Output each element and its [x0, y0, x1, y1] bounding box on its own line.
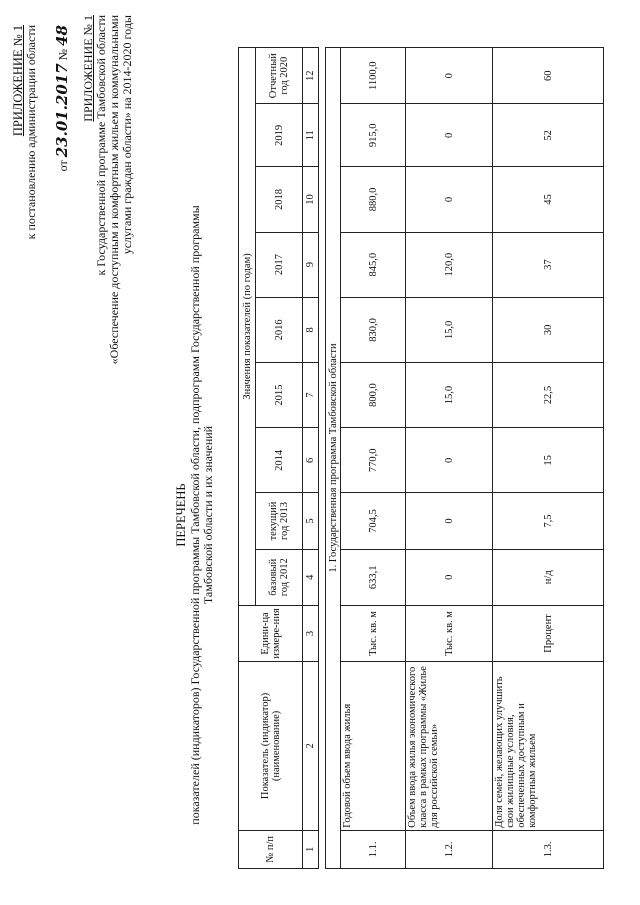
spacer-row	[319, 48, 326, 869]
header-year: 2015	[256, 362, 303, 427]
column-number: 12	[303, 48, 319, 104]
indicators-table	[238, 47, 604, 869]
column-number: 10	[303, 167, 319, 232]
row-unit: Тыс. кв. м	[341, 605, 406, 661]
header-current-year: текущий год 2013	[256, 493, 303, 549]
appendix-2-line-3: услугами граждан области» на 2014-2020 годы	[120, 15, 134, 255]
row-value: н/д	[493, 549, 604, 605]
column-number: 7	[303, 362, 319, 427]
header-row-1	[239, 48, 256, 869]
row-value: 800,0	[341, 362, 406, 427]
row-value: 770,0	[341, 428, 406, 493]
table-row	[406, 48, 493, 869]
row-value: 15,0	[406, 297, 493, 362]
row-value: 845,0	[341, 232, 406, 297]
appendix-2-title: ПРИЛОЖЕНИЕ № 1	[81, 15, 95, 122]
row-value: 52	[493, 104, 604, 167]
row-value: 30	[493, 297, 604, 362]
column-number-row	[303, 48, 319, 869]
row-value: 7,5	[493, 493, 604, 549]
column-number: 8	[303, 297, 319, 362]
date-number-line	[53, 25, 71, 172]
row-value: 1100,0	[341, 48, 406, 104]
row-indicator: Годовой объем ввода жилья	[341, 662, 406, 831]
table-row	[341, 48, 406, 869]
appendix-2-block	[82, 15, 134, 435]
row-value: 0	[406, 428, 493, 493]
appendix-1-line: к постановлению администрации области	[24, 25, 38, 240]
column-number: 11	[303, 104, 319, 167]
appendix-2-line-2: «Обеспечение доступным и комфортным жильем и коммунальными	[107, 15, 121, 365]
column-number: 3	[303, 605, 319, 661]
row-value: 830,0	[341, 297, 406, 362]
column-number: 4	[303, 549, 319, 605]
handwritten-number: 48	[53, 25, 71, 46]
date-prefix: от	[56, 160, 70, 172]
list-title: ПЕРЕЧЕНЬ	[174, 483, 188, 547]
section-title: 1. Государственная программа Тамбовской области	[326, 48, 341, 869]
row-value: 0	[406, 104, 493, 167]
header-year: 2019	[256, 104, 303, 167]
header-year: 2018	[256, 167, 303, 232]
spacer	[319, 48, 326, 869]
row-value: 0	[406, 167, 493, 232]
row-indicator: Доля семей, желающих улучшить свои жилищные условия, обеспеченных доступным и комфортным жильем	[493, 662, 604, 831]
row-value: 0	[406, 48, 493, 104]
list-heading	[175, 185, 215, 845]
handwritten-date: 23.01.2017	[53, 63, 71, 158]
header-unit: Едини-ца измере-ния	[239, 605, 303, 661]
row-unit: Процент	[493, 605, 604, 661]
row-value: 880,0	[341, 167, 406, 232]
row-value: 37	[493, 232, 604, 297]
column-number: 2	[303, 662, 319, 831]
section-row	[326, 48, 341, 869]
list-subtitle-1: показателей (индикаторов) Государственной программы Тамбовской области, подпрограмм Государственной программы	[188, 205, 202, 825]
header-year: 2017	[256, 232, 303, 297]
column-number: 9	[303, 232, 319, 297]
column-number: 1	[303, 830, 319, 868]
row-value: 704,5	[341, 493, 406, 549]
table-row	[493, 48, 604, 869]
header-indicator: Показатель (индикатор) (наименование)	[239, 662, 303, 831]
row-no: 1.2.	[406, 830, 493, 868]
column-number: 5	[303, 493, 319, 549]
row-value: 22,5	[493, 362, 604, 427]
row-unit: Тыс. кв. м	[406, 605, 493, 661]
row-value: 915,0	[341, 104, 406, 167]
row-no: 1.3.	[493, 830, 604, 868]
row-value: 0	[406, 549, 493, 605]
list-subtitle-2: Тамбовской области и их значений	[201, 425, 215, 605]
row-value: 0	[406, 493, 493, 549]
header-report-year: Отчетный год 2020	[256, 48, 303, 104]
header-no: № п/п	[239, 830, 303, 868]
row-value: 15,0	[406, 362, 493, 427]
row-value: 45	[493, 167, 604, 232]
number-prefix: №	[56, 48, 70, 61]
header-base-year: базовый год 2012	[256, 549, 303, 605]
appendix-2-line-1: к Государственной программе Тамбовской области	[94, 15, 108, 276]
header-values-group: Значения показателей (по годам)	[239, 48, 256, 606]
row-value: 120,0	[406, 232, 493, 297]
header-year: 2016	[256, 297, 303, 362]
row-value: 15	[493, 428, 604, 493]
column-number: 6	[303, 428, 319, 493]
row-indicator: Объем ввода жилья экономического класса в рамках программы «Жилье для российской семьи»	[406, 662, 493, 831]
row-no: 1.1.	[341, 830, 406, 868]
header-year: 2014	[256, 428, 303, 493]
row-value: 60	[493, 48, 604, 104]
appendix-1-title: ПРИЛОЖЕНИЕ № 1	[11, 25, 25, 137]
row-value: 633,1	[341, 549, 406, 605]
appendix-1-block	[11, 25, 71, 345]
